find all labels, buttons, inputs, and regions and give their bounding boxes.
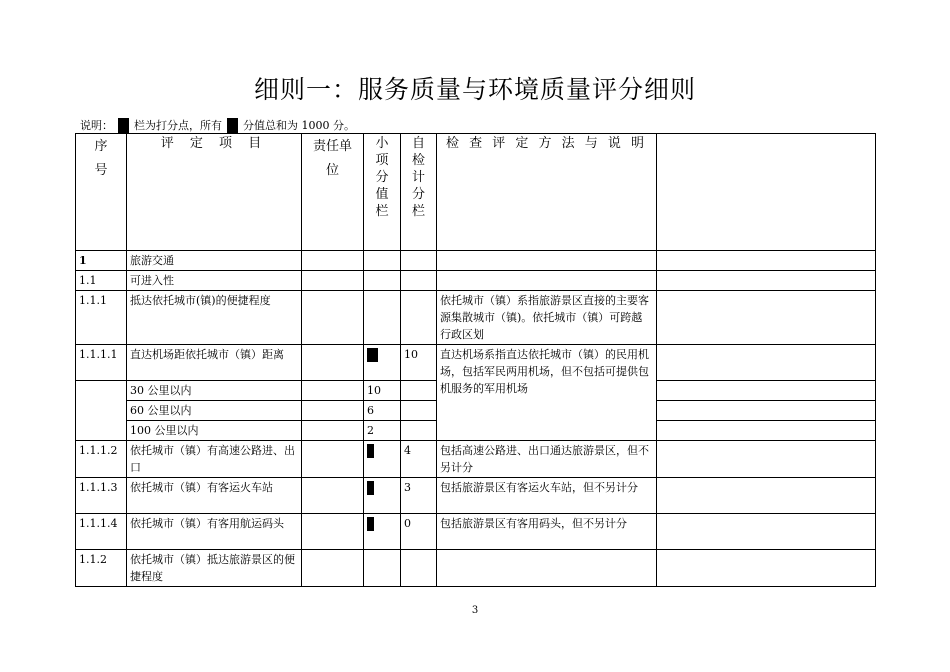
table-row: 1.1 可进入性 <box>76 271 876 291</box>
header-seq: 序 号 <box>76 134 127 251</box>
page-number: 3 <box>471 605 479 616</box>
score-marker-icon <box>367 348 378 362</box>
table-row: 100 公里以内 2 <box>76 421 876 441</box>
table-row: 1.1.1.4 依托城市（镇）有客用航运码头 0 包括旅游景区有客用码头，但不另计分 <box>76 514 876 550</box>
note-middle: 栏为打分点，所有 <box>134 119 222 132</box>
table-header-row <box>76 134 876 251</box>
table-row: 60 公里以内 6 <box>76 401 876 421</box>
table-row: 1.1.2 依托城市（镇）抵达旅游景区的便捷程度 <box>76 550 876 587</box>
scoring-table <box>75 133 876 587</box>
header-blank <box>657 134 876 251</box>
header-self: 自 检 计 分 栏 <box>401 134 437 251</box>
note-suffix: 分值总和为 1000 分。 <box>243 119 355 132</box>
header-method: 检 查 评 定 方 法 与 说 明 <box>437 134 657 251</box>
table-row: 30 公里以内 10 <box>76 381 876 401</box>
table-row: 1.1.1.3 依托城市（镇）有客运火车站 3 包括旅游景区有客运火车站，但不另计分 <box>76 478 876 514</box>
note-prefix: 说明： <box>80 119 113 132</box>
score-marker-icon <box>367 444 374 458</box>
score-marker-icon <box>227 118 238 133</box>
score-marker-icon <box>118 118 129 133</box>
header-score: 小 项 分 值 栏 <box>364 134 401 251</box>
table-row: 1.1.1 抵达依托城市(镇)的便捷程度 依托城市（镇）系指旅游景区直接的主要客源集散城市（镇)。依托城市（镇）可跨越行政区划 <box>76 291 876 345</box>
header-item: 评 定 项 目 <box>127 134 302 251</box>
table-row: 1 旅游交通 <box>76 251 876 271</box>
scoring-note <box>80 117 355 133</box>
score-marker-icon <box>367 517 374 531</box>
table-row: 1.1.1.2 依托城市（镇）有高速公路进、出口 4 包括高速公路进、出口通达旅游景区，但不另计分 <box>76 441 876 478</box>
score-marker-icon <box>367 481 374 495</box>
table-row: 1.1.1.1 直达机场距依托城市（镇）距离 10 直达机场系指直达依托城市（镇）的民用机场，包括军民两用机场，但不包括可提供包机服务的军用机场 <box>76 345 876 381</box>
page-title: 细则一：服务质量与环境质量评分细则 <box>253 75 696 104</box>
header-unit: 责任单 位 <box>302 134 364 251</box>
